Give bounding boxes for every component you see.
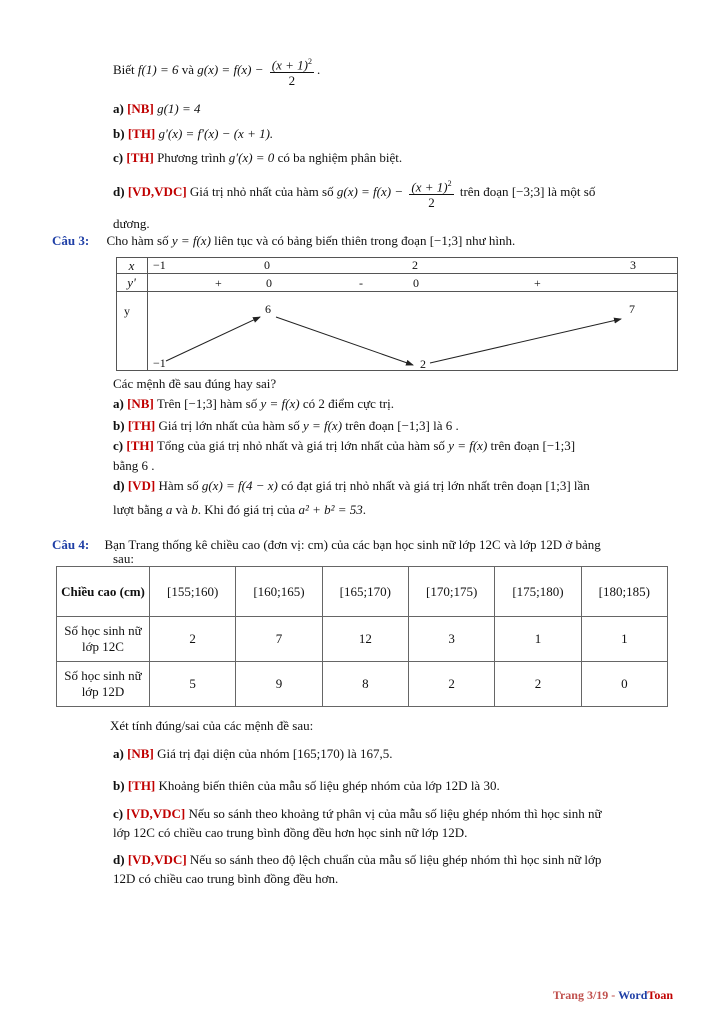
group-cell: [170;175) bbox=[408, 567, 494, 617]
sign: + bbox=[534, 276, 541, 290]
q4-statement-c-line2: lớp 12C có chiều cao trung bình đồng đều hơn học sinh nữ lớp 12D. bbox=[113, 825, 468, 840]
page-number: Trang 3/19 - bbox=[552, 988, 619, 1002]
value-cell: 3 bbox=[408, 617, 494, 662]
value-cell: 2 bbox=[408, 662, 494, 707]
x-value: 3 bbox=[630, 258, 636, 272]
variation-arrows bbox=[116, 257, 678, 371]
brand-word: Word bbox=[618, 988, 648, 1002]
statement-a: a) [NB] g(1) = 4 bbox=[113, 101, 201, 116]
sign: + bbox=[215, 276, 222, 290]
value-cell: 9 bbox=[236, 662, 322, 707]
statement-c: c) [TH] Phương trình g′(x) = 0 có ba nghiệm phân biệt. bbox=[113, 150, 403, 165]
y-value-max: 6 bbox=[265, 302, 271, 316]
header-cell: Chiều cao (cm) bbox=[57, 567, 150, 617]
statement-b: b) [TH] g′(x) = f′(x) − (x + 1). bbox=[113, 126, 274, 141]
sign: 0 bbox=[266, 276, 272, 290]
value-cell: 1 bbox=[495, 617, 581, 662]
page-footer bbox=[553, 988, 673, 1003]
group-cell: [175;180) bbox=[495, 567, 581, 617]
sign: - bbox=[359, 276, 363, 290]
row-label: Số học sinh nữ lớp 12D bbox=[57, 662, 150, 707]
intro-line: Biết f(1) = 6 và g(x) = f(x) − $\frac{(x + 1)^2}{2}$ . bbox=[113, 54, 320, 88]
group-cell: [165;170) bbox=[322, 567, 408, 617]
group-cell: [160;165) bbox=[236, 567, 322, 617]
q3-statement-d-line2: lượt bằng a và b. Khi đó giá trị của a² + b² = 53. bbox=[113, 502, 367, 517]
value-cell: 2 bbox=[495, 662, 581, 707]
q3-statement-d: d) [VD] Hàm số g(x) = f(4 − x) có đạt giá trị nhỏ nhất và giá trị lớn nhất trên đoạn [1;3] lần bbox=[113, 478, 590, 493]
q3-statement-c: c) [TH] Tổng của giá trị nhỏ nhất và giá trị lớn nhất của hàm số y = f(x) trên đoạn [−1;3] bbox=[113, 438, 576, 453]
q3-prompt: Các mệnh đề sau đúng hay sai? bbox=[113, 376, 277, 391]
q4-statement-a: a) [NB] Giá trị đại diện của nhóm [165;170) là 167,5. bbox=[113, 746, 393, 761]
arrow-up-2 bbox=[430, 319, 621, 363]
y-value-min: 2 bbox=[420, 357, 426, 371]
x-value: 0 bbox=[264, 258, 270, 272]
statement-d-line2: dương. bbox=[113, 216, 150, 231]
value-cell: 0 bbox=[581, 662, 667, 707]
statement-d: d) [VD,VDC] Giá trị nhỏ nhất của hàm số g(x) = f(x) − $\frac{(x + 1)^2}{2}$ trên đoạn [−3;3] là một số bbox=[113, 176, 595, 210]
q4-statement-d: d) [VD,VDC] Nếu so sánh theo độ lệch chuẩn của mẫu số liệu ghép nhóm thì học sinh nữ lớp bbox=[113, 852, 602, 867]
group-cell: [155;160) bbox=[150, 567, 236, 617]
y-label: y bbox=[124, 304, 130, 318]
arrow-up-1 bbox=[166, 317, 260, 361]
height-table bbox=[56, 566, 668, 707]
q4-line: Câu 4: Bạn Trang thống kê chiều cao (đơn vị: cm) của các bạn học sinh nữ lớp 12C và lớp 12D ở bảng bbox=[52, 537, 601, 552]
fraction: $\frac{(x + 1)^2}{2}$ bbox=[409, 176, 453, 210]
sign: 0 bbox=[413, 276, 419, 290]
brand-toan: Toan bbox=[647, 988, 673, 1002]
q4-statement-d-line2: 12D có chiều cao trung bình đồng đều hơn. bbox=[113, 871, 339, 886]
variation-table bbox=[116, 257, 678, 371]
arrow-down bbox=[276, 317, 413, 365]
value-cell: 12 bbox=[322, 617, 408, 662]
value-cell: 2 bbox=[150, 617, 236, 662]
row-label: Số học sinh nữ lớp 12C bbox=[57, 617, 150, 662]
q4-prompt: Xét tính đúng/sai của các mệnh đề sau: bbox=[110, 718, 314, 733]
q3-line: Câu 3: Cho hàm số y = f(x) liên tục và có bảng biến thiên trong đoạn [−1;3] như hình. bbox=[52, 233, 516, 248]
q3-statement-a: a) [NB] Trên [−1;3] hàm số y = f(x) có 2 điểm cực trị. bbox=[113, 396, 394, 411]
y-value-start: −1 bbox=[153, 356, 166, 370]
group-cell: [180;185) bbox=[581, 567, 667, 617]
y-value-end: 7 bbox=[629, 302, 635, 316]
table-row bbox=[57, 617, 668, 662]
q3-statement-c-line2: bằng 6 . bbox=[113, 458, 155, 473]
fraction: $\frac{(x + 1)^2}{2}$ bbox=[270, 54, 314, 88]
x-value: 2 bbox=[412, 258, 418, 272]
q4-statement-c: c) [VD,VDC] Nếu so sánh theo khoảng tứ phân vị của mẫu số liệu ghép nhóm thì học sinh nữ bbox=[113, 806, 602, 821]
yprime-label: y' bbox=[127, 275, 136, 290]
x-label: x bbox=[128, 258, 135, 273]
table-row bbox=[57, 662, 668, 707]
q4-statement-b: b) [TH] Khoảng biến thiên của mẫu số liệu ghép nhóm của lớp 12D là 30. bbox=[113, 778, 500, 793]
q3-statement-b: b) [TH] Giá trị lớn nhất của hàm số y = f(x) trên đoạn [−1;3] là 6 . bbox=[113, 418, 459, 433]
q4-intro-line2: sau: bbox=[113, 551, 134, 566]
value-cell: 5 bbox=[150, 662, 236, 707]
value-cell: 1 bbox=[581, 617, 667, 662]
value-cell: 7 bbox=[236, 617, 322, 662]
x-value: −1 bbox=[153, 258, 166, 272]
value-cell: 8 bbox=[322, 662, 408, 707]
